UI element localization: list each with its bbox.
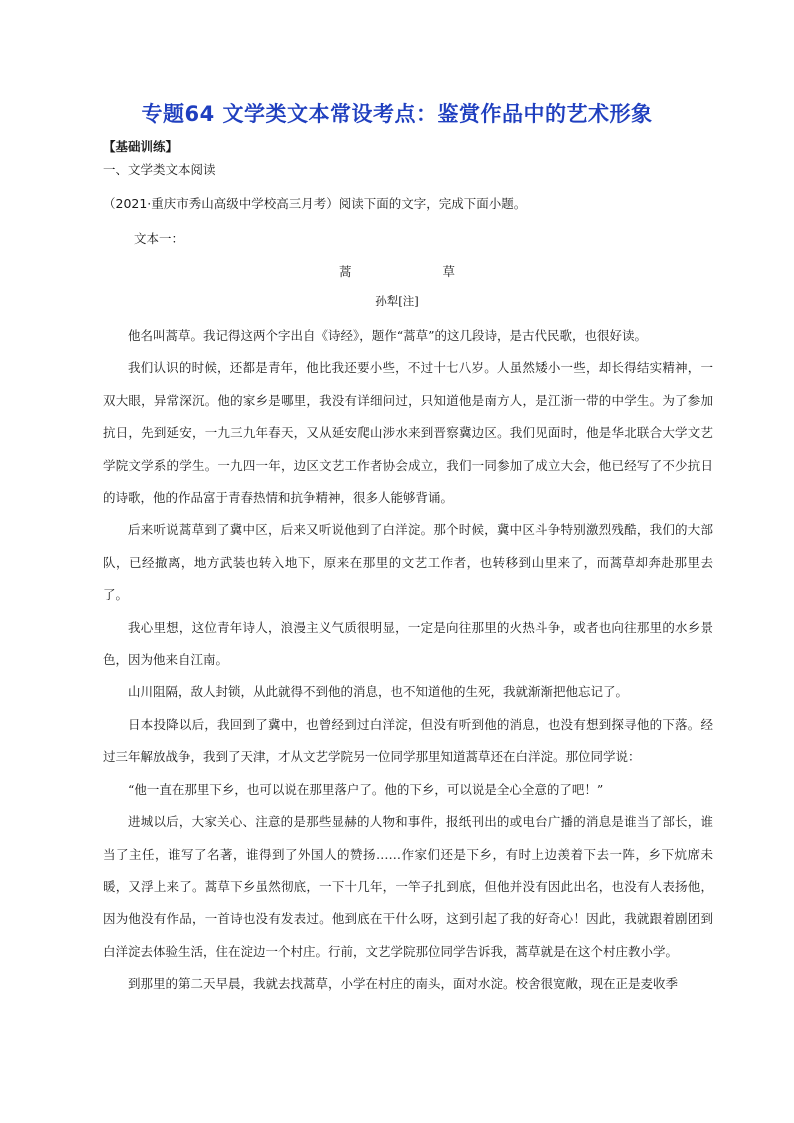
paragraph: 山川阻隔，敌人封锁，从此就得不到他的消息，也不知道他的生死，我就渐渐把他忘记了。 xyxy=(128,684,629,700)
section-tag: 【基础训练】 xyxy=(103,139,179,154)
section-heading: 一、文学类文本阅读 xyxy=(103,162,216,177)
question-source: （2021·重庆市秀山高级中学校高三月考）阅读下面的文字，完成下面小题。 xyxy=(103,196,527,211)
paragraph: 进城以后，大家关心、注意的是那些显赫的人物和事件，报纸刊出的或电台广播的消息是谁当了部长，谁当了主任，谁写了名著，谁得到了外国人的赞扬……作家们还是下乡，有时上边羡着下去一阵，乡下炕席未暖，又浮上来了。蒿草下乡虽然彻底，一下十几年，一竿子扎到底，但他并没有因此出名，也没有人表扬他，因为他没有作品，一首诗也没有发表过。他到底在干什么呀，这到引起了我的好奇心！因此，我就跟着剧团到白洋淀去体验生活，住在淀边一个村庄。行前，文艺学院那位同学告诉我，蒿草就是在这个村庄教小学。 xyxy=(103,814,713,959)
paragraph: 后来听说蒿草到了冀中区，后来又听说他到了白洋淀。那个时候，冀中区斗争特别激烈残酷，我们的大部队，已经撤离，地方武装也转入地下，原来在那里的文艺工作者，也转移到山里来了，而蒿草却奔赴那里去了。 xyxy=(103,522,713,603)
article-body xyxy=(103,320,713,1001)
article-author: 孙犁[注] xyxy=(375,294,419,308)
paragraph: 我们认识的时候，还都是青年，他比我还要小些，不过十七八岁。人虽然矮小一些，却长得结实精神，一双大眼，异常深沉。他的家乡是哪里，我没有详细问过，只知道他是南方人，是江浙一带的中学生。为了参加抗日，先到延安，一九三九年春天，又从延安爬山涉水来到晋察冀边区。我们见面时，他是华北联合大学文艺学院文学系的学生。一九四一年，边区文艺工作者协会成立，我们一同参加了成立大会，他已经写了不少抗日的诗歌，他的作品富于青春热情和抗争精神，很多人能够背诵。 xyxy=(103,360,713,506)
paragraph: 到那里的第二天早晨，我就去找蒿草，小学在村庄的南头，面对水淀。校舍很宽敞，现在正是麦收季 xyxy=(128,976,679,992)
text-label: 文本一： xyxy=(134,231,185,246)
paragraph: “他一直在那里下乡，也可以说在那里落户了。他的下乡，可以说是全心全意的了吧！” xyxy=(128,781,604,797)
paragraph: 我心里想，这位青年诗人，浪漫主义气质很明显，一定是向往那里的火热斗争，或者也向往那里的水乡景色，因为他来自江南。 xyxy=(103,619,713,668)
paragraph: 他名叫蒿草。我记得这两个字出自《诗经》，题作“蒿草”的这几段诗，是古代民歌，也很好读。 xyxy=(128,328,648,343)
article-title: 蒿 草 xyxy=(338,264,477,279)
page-title: 专题64 文学类文本常设考点：鉴赏作品中的艺术形象 xyxy=(141,102,653,126)
paragraph: 日本投降以后，我回到了冀中，也曾经到过白洋淀，但没有听到他的消息，也没有想到探寻他的下落。经过三年解放战争，我到了天津，才从文艺学院另一位同学那里知道蒿草还在白洋淀。那位同学说： xyxy=(103,716,713,765)
